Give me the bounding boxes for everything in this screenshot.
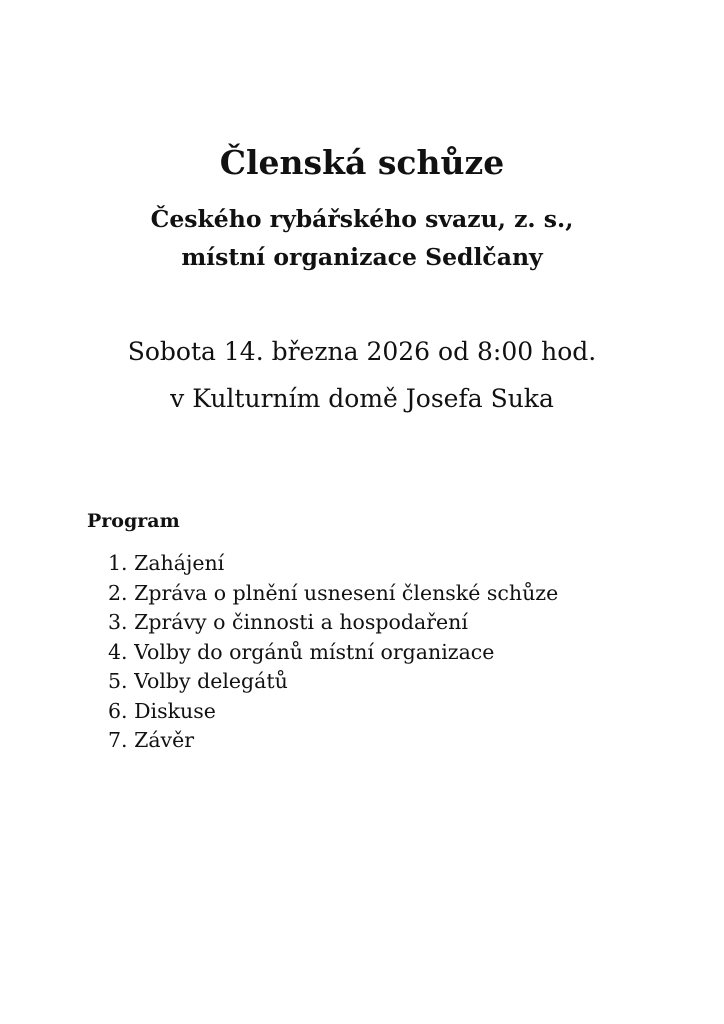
document-subtitle	[0, 200, 724, 276]
program-item: 6. Diskuse	[108, 698, 216, 723]
program-list	[108, 549, 558, 756]
program-heading: Program	[87, 510, 180, 532]
program-item: 4. Volby do orgánů místní organizace	[108, 639, 495, 664]
document-title: Členská schůze	[219, 143, 505, 182]
subtitle-line-branch: místní organizace Sedlčany	[181, 243, 543, 271]
program-item: 3. Zprávy o činnosti a hospodaření	[108, 610, 468, 634]
program-item: 5. Volby delegátů	[108, 669, 288, 693]
program-item: 1. Zahájení	[108, 551, 225, 575]
program-item: 7. Závěr	[108, 728, 195, 752]
event-place: v Kulturním domě Josefa Suka	[170, 384, 554, 413]
program-item: 2. Zpráva o plnění usnesení členské schůze	[108, 580, 559, 605]
event-date: Sobota 14. března 2026 od 8:00 hod.	[127, 337, 597, 366]
subtitle-line-organization: Českého rybářského svazu, z. s.,	[150, 205, 574, 233]
